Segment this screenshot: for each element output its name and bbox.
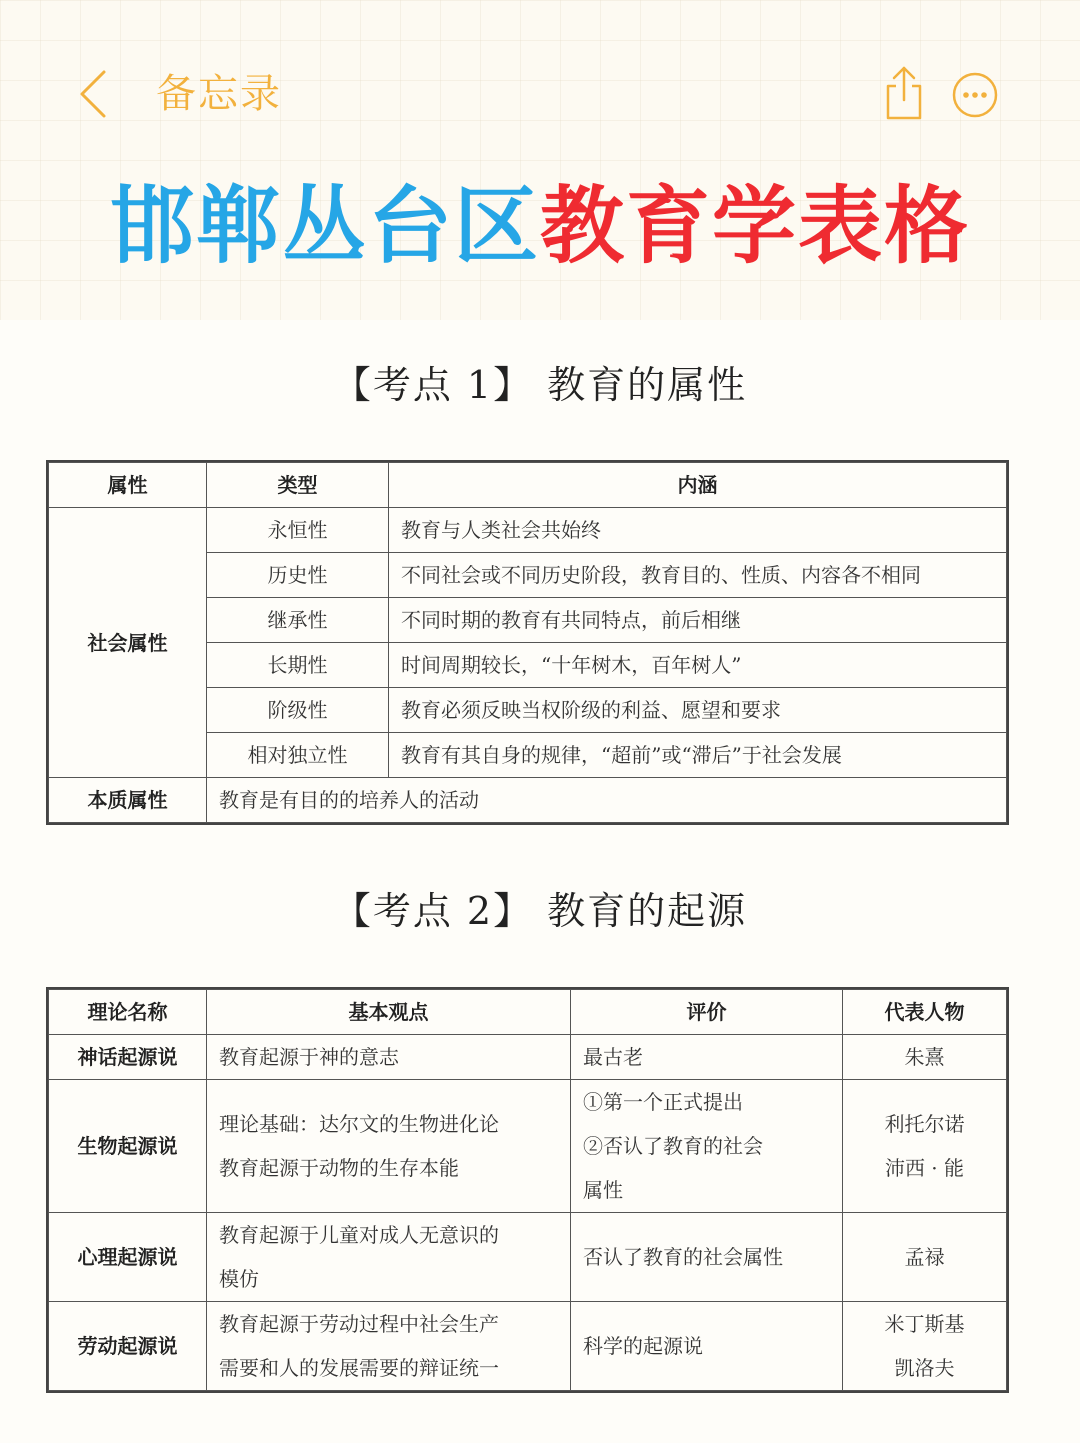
view-line: 教育起源于儿童对成人无意识的 — [219, 1223, 499, 1247]
people-line: 米丁斯基 — [884, 1312, 965, 1336]
table-header-row — [49, 463, 1007, 508]
view-cell — [207, 1302, 571, 1391]
table-row — [49, 1213, 1007, 1302]
header-cell: 理论名称 — [49, 990, 207, 1035]
type-cell: 相对独立性 — [207, 733, 389, 778]
theory-name: 神话起源说 — [49, 1035, 207, 1080]
desc-cell: 不同社会或不同历史阶段，教育目的、性质、内容各不相同 — [389, 553, 1007, 598]
desc-cell: 教育有其自身的规律，“超前”或“滞后”于社会发展 — [389, 733, 1007, 778]
desc-cell: 教育是有目的的培养人的活动 — [207, 778, 1007, 823]
people-line: 利托尔诺 — [884, 1112, 965, 1136]
type-cell: 永恒性 — [207, 508, 389, 553]
theory-name: 劳动起源说 — [49, 1302, 207, 1391]
view-cell — [207, 1213, 571, 1302]
people-cell — [843, 1080, 1007, 1213]
view-cell — [207, 1080, 571, 1213]
more-icon — [950, 70, 1000, 120]
view-line: 教育起源于动物的生存本能 — [219, 1156, 459, 1180]
table-row — [49, 508, 1007, 553]
eval-cell — [571, 1080, 843, 1213]
header-cell: 类型 — [207, 463, 389, 508]
people-line: 沛西 · 能 — [884, 1156, 965, 1180]
page-headline — [0, 178, 1080, 274]
table-row — [49, 1080, 1007, 1213]
attributes-table — [46, 460, 1009, 825]
group-label: 本质属性 — [49, 778, 207, 823]
app-title: 备忘录 — [156, 71, 282, 117]
view-cell: 教育起源于神的意志 — [207, 1035, 571, 1080]
eval-cell: 最古老 — [571, 1035, 843, 1080]
view-line: 理论基础：达尔文的生物进化论 — [219, 1112, 499, 1136]
eval-line: ①第一个正式提出 — [583, 1090, 743, 1114]
share-button[interactable] — [880, 64, 928, 122]
eval-cell: 科学的起源说 — [571, 1302, 843, 1391]
header-cell: 评价 — [571, 990, 843, 1035]
theory-name: 生物起源说 — [49, 1080, 207, 1213]
type-cell: 长期性 — [207, 643, 389, 688]
desc-cell: 时间周期较长，“十年树木，百年树人” — [389, 643, 1007, 688]
chevron-left-icon — [78, 69, 108, 119]
type-cell: 历史性 — [207, 553, 389, 598]
desc-cell: 不同时期的教育有共同特点，前后相继 — [389, 598, 1007, 643]
table-row — [49, 1302, 1007, 1391]
table-row — [49, 1035, 1007, 1080]
origins-table — [46, 987, 1009, 1393]
eval-line: ②否认了教育的社会 — [583, 1134, 763, 1158]
headline-location: 邯郸丛台区 — [109, 177, 540, 275]
group-label: 社会属性 — [49, 508, 207, 778]
section2-title: 【考点 2】 教育的起源 — [332, 889, 748, 933]
desc-cell: 教育与人类社会共始终 — [389, 508, 1007, 553]
desc-cell: 教育必须反映当权阶级的利益、愿望和要求 — [389, 688, 1007, 733]
view-line: 教育起源于劳动过程中社会生产 — [219, 1312, 499, 1336]
header-cell: 属性 — [49, 463, 207, 508]
people-line: 凯洛夫 — [894, 1356, 955, 1380]
share-icon — [880, 64, 928, 122]
more-button[interactable] — [950, 70, 1000, 120]
table-row — [49, 778, 1007, 823]
header-cell: 基本观点 — [207, 990, 571, 1035]
section1-title: 【考点 1】 教育的属性 — [332, 363, 748, 407]
type-cell: 继承性 — [207, 598, 389, 643]
back-button[interactable] — [78, 68, 118, 120]
eval-line: 属性 — [583, 1178, 623, 1202]
view-line: 需要和人的发展需要的辩证统一 — [219, 1356, 499, 1380]
table-header-row — [49, 990, 1007, 1035]
theory-name: 心理起源说 — [49, 1213, 207, 1302]
people-cell: 朱熹 — [843, 1035, 1007, 1080]
people-cell — [843, 1302, 1007, 1391]
header-cell: 代表人物 — [843, 990, 1007, 1035]
header-cell: 内涵 — [389, 463, 1007, 508]
type-cell: 阶级性 — [207, 688, 389, 733]
notes-header — [0, 0, 1080, 320]
headline-subject: 教育学表格 — [540, 177, 971, 275]
people-cell: 孟禄 — [843, 1213, 1007, 1302]
view-line: 模仿 — [219, 1267, 259, 1291]
eval-cell: 否认了教育的社会属性 — [571, 1213, 843, 1302]
